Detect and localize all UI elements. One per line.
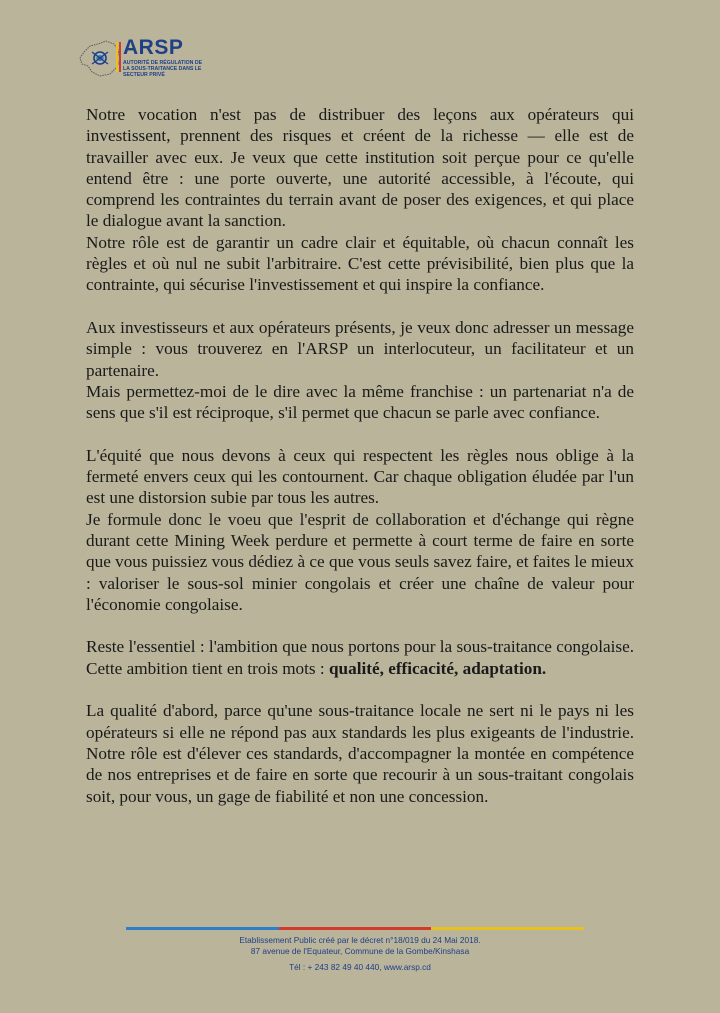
paragraph-2-sentence-1: Aux investisseurs et aux opérateurs présents, je veux donc adresser un message simple : vous trouverez en l'ARSP un interlocuteur, un facilitateur et un partenaire. <box>86 317 634 380</box>
divider-red-segment <box>279 927 432 930</box>
footer-line-2: 87 avenue de l'Equateur, Commune de la Gombe/Kinshasa <box>250 945 470 956</box>
paragraph-1 <box>86 104 634 296</box>
logo-subtitle: AUTORITÉ DE RÉGULATION DE LA SOUS-TRAITANCE DANS LE SECTEUR PRIVÉ <box>123 60 203 78</box>
paragraph-4-text <box>86 636 634 679</box>
footer-line-1: Etablissement Public créé par le décret n°18/019 du 24 Mai 2018. <box>239 935 481 945</box>
paragraph-1-sentence-1: Notre vocation n'est pas de distribuer des leçons aux opérateurs qui investissent, prennent des risques et créent de la richesse — elle est de travailler avec eux. Je veux que cette institution soit perçue pour ce qu'elle entend être : une porte ouverte, une autorité accessible, à l'écoute, qui comprend les contraintes du terrain avant de poser des exigences, et qui place le dialogue avant la sanction. <box>86 105 634 231</box>
drc-map-logo-icon <box>78 38 122 78</box>
paragraph-5-sentence-1: La qualité d'abord, parce qu'une sous-traitance locale ne sert ni le pays ni les opérateurs si elle ne répond pas aux standards les plus exigeants de l'industrie. Notre rôle est d'élever ces standards, d'accompagner la montée en compétence de nos entreprises et de faire en sorte que recourir à un sous-traitant congolais soit, pour vous, un gage de fiabilité et non une concession. <box>86 701 634 806</box>
paragraph-4-bold-keywords: qualité, efficacité, adaptation. <box>328 658 547 678</box>
header-logo <box>78 36 238 84</box>
logo-name: ARSP <box>123 36 184 59</box>
paragraph-1-sentence-2: Notre rôle est de garantir un cadre clair et équitable, où chacun connaît les règles et où nul ne subit l'arbitraire. C'est cette prévisibilité, bien plus que la contrainte, qui sécurise l'investissement et qui inspire la confiance. <box>86 232 634 295</box>
paragraph-4 <box>86 636 634 679</box>
divider-yellow-segment <box>431 927 584 930</box>
paragraph-3 <box>86 445 634 615</box>
letter-body <box>86 104 634 828</box>
footer-flag-divider <box>126 927 584 930</box>
paragraph-2-sentence-2: Mais permettez-moi de le dire avec la même franchise : un partenariat n'a de sens que s'il est réciproque, s'il permet que chacun se parle avec confiance. <box>86 381 634 423</box>
footer-contact: Tél : + 243 82 49 40 440, www.arsp.cd <box>289 962 431 972</box>
paragraph-3-sentence-2: Je formule donc le voeu que l'esprit de collaboration et d'échange qui règne durant cette Mining Week perdure et permette à court terme de faire en sorte que vous puissiez vous dédiez à ce que vous seuls savez faire, et faites le mieux : valoriser le sous-sol minier congolais et créer une chaîne de valeur pour l'économie congolaise. <box>86 509 634 614</box>
divider-blue-segment <box>126 927 279 930</box>
paragraph-3-sentence-1: L'équité que nous devons à ceux qui respectent les règles nous oblige à la fermeté envers ceux qui les contournent. Car chaque obligation éludée par l'un est une distorsion subie par tous les autres. <box>86 445 634 508</box>
footer <box>120 935 600 973</box>
paragraph-5 <box>86 700 634 806</box>
paragraph-4-lead: Reste l'essentiel : l'ambition que nous portons pour la sous-traitance congolaise. Cette ambition tient en trois mots : <box>86 637 634 678</box>
paragraph-2 <box>86 317 634 423</box>
